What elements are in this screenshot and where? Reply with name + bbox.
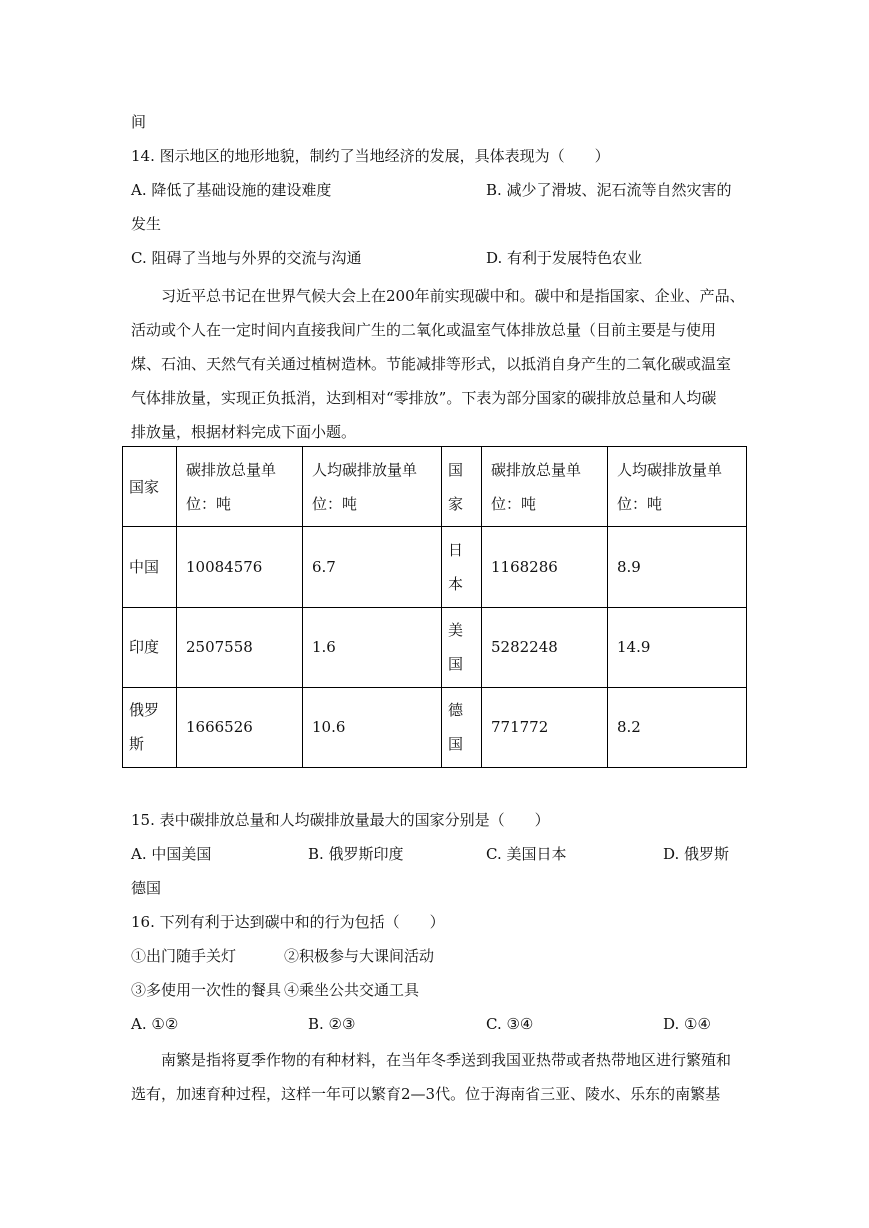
- total-emission-cell: 10084576: [177, 527, 303, 607]
- question-14-option-d: D. 有利于发展特色农业: [486, 249, 643, 267]
- carbon-emission-table: [122, 446, 747, 768]
- table-header-row: [123, 447, 747, 527]
- question-16-option-a: A. ①②: [131, 1015, 179, 1033]
- question-14-option-c: C. 阻碍了当地与外界的交流与沟通: [131, 249, 362, 267]
- top-fragment: 间: [131, 113, 147, 131]
- question-14-option-b-continued: 发生: [131, 215, 162, 233]
- question-16-option-b: B. ②③: [308, 1015, 356, 1033]
- table-row: [123, 687, 747, 767]
- total-emission-cell: 1666526: [177, 687, 303, 767]
- per-capita-cell: 1.6: [303, 607, 442, 687]
- question-15-option-a: A. 中国美国: [131, 845, 212, 863]
- question-15-option-c: C. 美国日本: [486, 845, 567, 863]
- question-14-stem: 14. 图示地区的地形地貌，制约了当地经济的发展，具体表现为（ ）: [131, 147, 610, 165]
- total-emission-cell: 771772: [482, 687, 608, 767]
- question-14-option-a: A. 降低了基础设施的建设难度: [131, 181, 332, 199]
- header-country: 国家: [442, 447, 482, 527]
- header-per-capita-emission: 人均碳排放量单位：吨: [608, 447, 747, 527]
- question-15-option-b: B. 俄罗斯印度: [308, 845, 404, 863]
- header-per-capita-emission: 人均碳排放量单位：吨: [303, 447, 442, 527]
- question-16-option-d: D. ①④: [663, 1015, 711, 1033]
- passage-1-line-5: 排放量，根据材料完成下面小题。: [131, 423, 357, 441]
- passage-2-line-1: 南繁是指将夏季作物的有种材料，在当年冬季送到我国亚热带或者热带地区进行繁殖和: [161, 1051, 732, 1069]
- passage-1-line-2: 活动或个人在一定时间内直接我间广生的二氧化或温室气体排放总量（目前主要是与使用: [131, 321, 717, 339]
- question-15-stem: 15. 表中碳排放总量和人均碳排放量最大的国家分别是（ ）: [131, 811, 550, 829]
- question-16-item-4: ④乘坐公共交通工具: [284, 981, 420, 999]
- question-15-option-d: D. 俄罗斯: [663, 845, 730, 863]
- total-emission-cell: 2507558: [177, 607, 303, 687]
- country-cell: 德国: [442, 687, 482, 767]
- question-16-item-2: ②积极参与大课间活动: [284, 947, 435, 965]
- country-cell: 中国: [123, 527, 177, 607]
- country-cell: 日本: [442, 527, 482, 607]
- table-row: [123, 607, 747, 687]
- passage-1-line-3: 煤、石油、天然气有关通过植树造林。节能减排等形式，以抵消自身产生的二氧化碳或温室: [131, 355, 732, 373]
- header-total-emission: 碳排放总量单位：吨: [482, 447, 608, 527]
- country-cell: 俄罗斯: [123, 687, 177, 767]
- question-16-stem: 16. 下列有利于达到碳中和的行为包括（ ）: [131, 913, 445, 931]
- passage-1-line-1: 习近平总书记在世界气候大会上在200年前实现碳中和。碳中和是指国家、企业、产品、: [161, 287, 745, 305]
- question-14-option-b: B. 减少了滑坡、泥石流等自然灾害的: [486, 181, 732, 199]
- question-16-item-3: ③多使用一次性的餐具: [131, 981, 282, 999]
- per-capita-cell: 6.7: [303, 527, 442, 607]
- per-capita-cell: 10.6: [303, 687, 442, 767]
- header-country: 国家: [123, 447, 177, 527]
- passage-2-line-2: 选有，加速育种过程，这样一年可以繁育2—3代。位于海南省三亚、陵水、乐东的南繁基: [131, 1085, 721, 1103]
- total-emission-cell: 1168286: [482, 527, 608, 607]
- passage-1-line-4: 气体排放量，实现正负抵消，达到相对“零排放”。下表为部分国家的碳排放总量和人均碳: [131, 389, 717, 407]
- country-cell: 印度: [123, 607, 177, 687]
- question-16-item-1: ①出门随手关灯: [131, 947, 237, 965]
- per-capita-cell: 8.2: [608, 687, 747, 767]
- per-capita-cell: 8.9: [608, 527, 747, 607]
- country-cell: 美国: [442, 607, 482, 687]
- question-15-option-d-continued: 德国: [131, 879, 162, 897]
- question-16-option-c: C. ③④: [486, 1015, 534, 1033]
- per-capita-cell: 14.9: [608, 607, 747, 687]
- table-row: [123, 527, 747, 607]
- total-emission-cell: 5282248: [482, 607, 608, 687]
- header-total-emission: 碳排放总量单位：吨: [177, 447, 303, 527]
